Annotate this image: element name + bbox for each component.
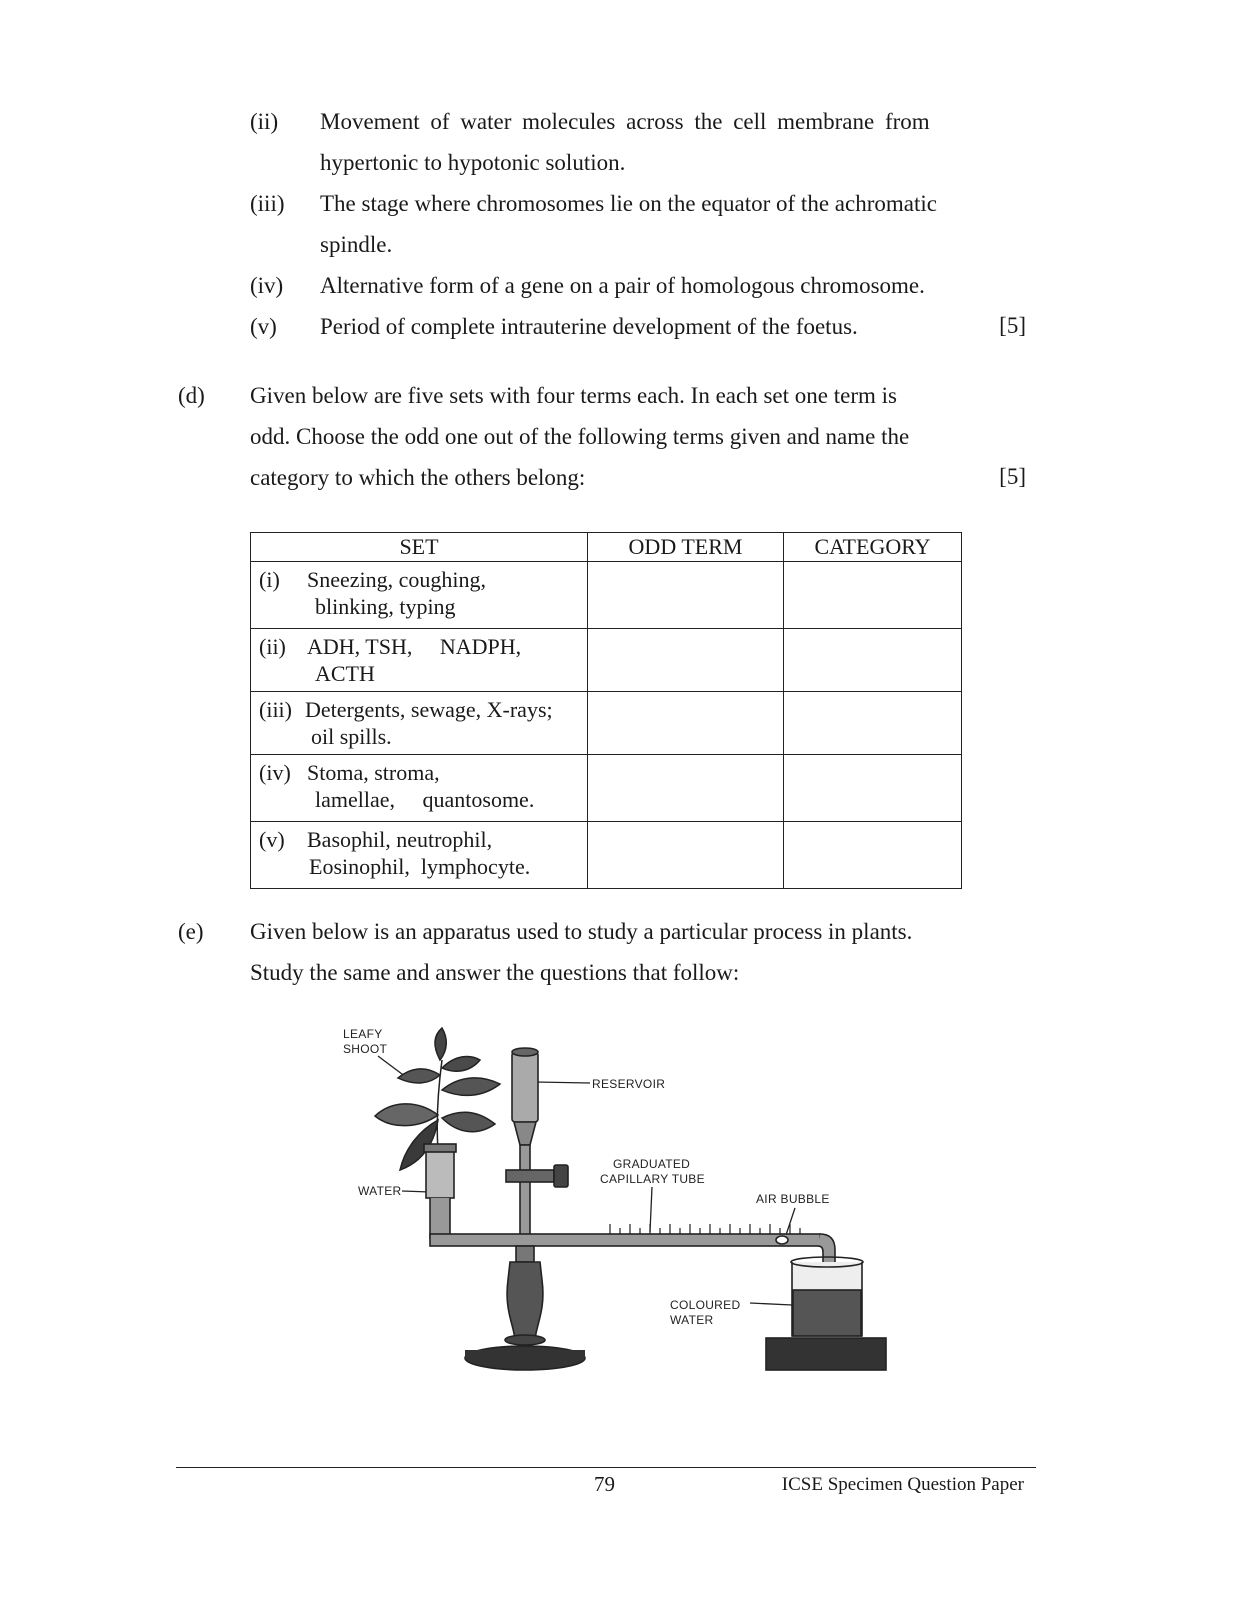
set-terms: Basophil, neutrophil, bbox=[307, 827, 493, 852]
section-label-e: (e) bbox=[178, 919, 204, 944]
header-odd-term: ODD TERM bbox=[588, 533, 784, 562]
footer-title: ICSE Specimen Question Paper bbox=[781, 1474, 1024, 1495]
question-text: Given below is an apparatus used to study a particular process in plants. bbox=[250, 919, 913, 944]
category-cell[interactable] bbox=[784, 822, 962, 889]
odd-term-table bbox=[250, 532, 962, 889]
odd-term-cell[interactable] bbox=[588, 692, 784, 755]
odd-term-cell[interactable] bbox=[588, 822, 784, 889]
table-row bbox=[251, 692, 962, 755]
stand bbox=[465, 1246, 585, 1370]
table-row bbox=[251, 822, 962, 889]
item-number: (iii) bbox=[250, 191, 285, 216]
set-terms: blinking, typing bbox=[315, 594, 456, 619]
capillary-tube bbox=[430, 1224, 835, 1325]
header-set: SET bbox=[251, 533, 588, 562]
set-cell bbox=[251, 629, 588, 692]
odd-term-cell[interactable] bbox=[588, 755, 784, 822]
marks-label: [5] bbox=[999, 313, 1026, 338]
potometer-diagram bbox=[330, 1020, 900, 1385]
table-row bbox=[251, 755, 962, 822]
category-cell[interactable] bbox=[784, 562, 962, 629]
plant-tube bbox=[424, 1144, 456, 1238]
table-header-row bbox=[251, 533, 962, 562]
set-cell bbox=[251, 692, 588, 755]
set-terms: ADH, TSH, NADPH, bbox=[307, 634, 522, 659]
item-text: The stage where chromosomes lie on the equator of the achromatic bbox=[320, 191, 937, 216]
set-number: (iii) bbox=[259, 697, 292, 722]
set-terms: ACTH bbox=[315, 661, 375, 686]
question-text: category to which the others belong: bbox=[250, 465, 586, 490]
set-terms: lamellae, quantosome. bbox=[315, 787, 535, 812]
set-terms: oil spills. bbox=[311, 724, 392, 749]
item-number: (ii) bbox=[250, 109, 279, 134]
set-number: (ii) bbox=[259, 634, 286, 659]
item-text: hypertonic to hypotonic solution. bbox=[320, 150, 626, 175]
label-capillary-tube: CAPILLARY TUBE bbox=[600, 1172, 705, 1186]
item-number: (v) bbox=[250, 314, 277, 339]
section-label-d: (d) bbox=[178, 383, 205, 408]
set-terms: Detergents, sewage, X-rays; bbox=[305, 697, 553, 722]
set-cell bbox=[251, 562, 588, 629]
odd-term-cell[interactable] bbox=[588, 562, 784, 629]
odd-term-cell[interactable] bbox=[588, 629, 784, 692]
question-text: Given below are five sets with four terms each. In each set one term is bbox=[250, 383, 897, 408]
set-terms: Sneezing, coughing, bbox=[307, 567, 487, 592]
label-reservoir: RESERVOIR bbox=[592, 1077, 666, 1091]
page-number: 79 bbox=[594, 1472, 615, 1496]
beaker bbox=[766, 1257, 886, 1370]
label-graduated: GRADUATED bbox=[613, 1157, 691, 1171]
table-row bbox=[251, 629, 962, 692]
category-cell[interactable] bbox=[784, 692, 962, 755]
label-coloured: COLOURED bbox=[670, 1298, 741, 1312]
set-terms: Stoma, stroma, bbox=[307, 760, 440, 785]
label-shoot: SHOOT bbox=[343, 1042, 388, 1056]
item-text: Alternative form of a gene on a pair of homologous chromosome. bbox=[320, 273, 925, 298]
set-number: (v) bbox=[259, 827, 285, 852]
set-terms: Eosinophil, lymphocyte. bbox=[309, 854, 531, 879]
set-cell bbox=[251, 755, 588, 822]
label-air-bubble: AIR BUBBLE bbox=[756, 1192, 830, 1206]
item-text: Period of complete intrauterine development of the foetus. bbox=[320, 314, 858, 339]
category-cell[interactable] bbox=[784, 755, 962, 822]
set-number: (i) bbox=[259, 567, 280, 592]
label-leafy: LEAFY bbox=[343, 1027, 383, 1041]
item-text: spindle. bbox=[320, 232, 393, 257]
item-number: (iv) bbox=[250, 273, 284, 298]
question-text: odd. Choose the odd one out of the following terms given and name the bbox=[250, 424, 910, 449]
reservoir bbox=[506, 1048, 568, 1240]
set-number: (iv) bbox=[259, 760, 291, 785]
question-text: Study the same and answer the questions that follow: bbox=[250, 960, 740, 985]
label-water: WATER bbox=[358, 1184, 402, 1198]
table-row bbox=[251, 562, 962, 629]
category-cell[interactable] bbox=[784, 629, 962, 692]
header-category: CATEGORY bbox=[784, 533, 962, 562]
marks-label: [5] bbox=[999, 464, 1026, 489]
label-coloured-water: WATER bbox=[670, 1313, 714, 1327]
set-cell bbox=[251, 822, 588, 889]
item-text: Movement of water molecules across the cell membrane from bbox=[320, 109, 930, 134]
footer-rule bbox=[176, 1467, 1036, 1468]
